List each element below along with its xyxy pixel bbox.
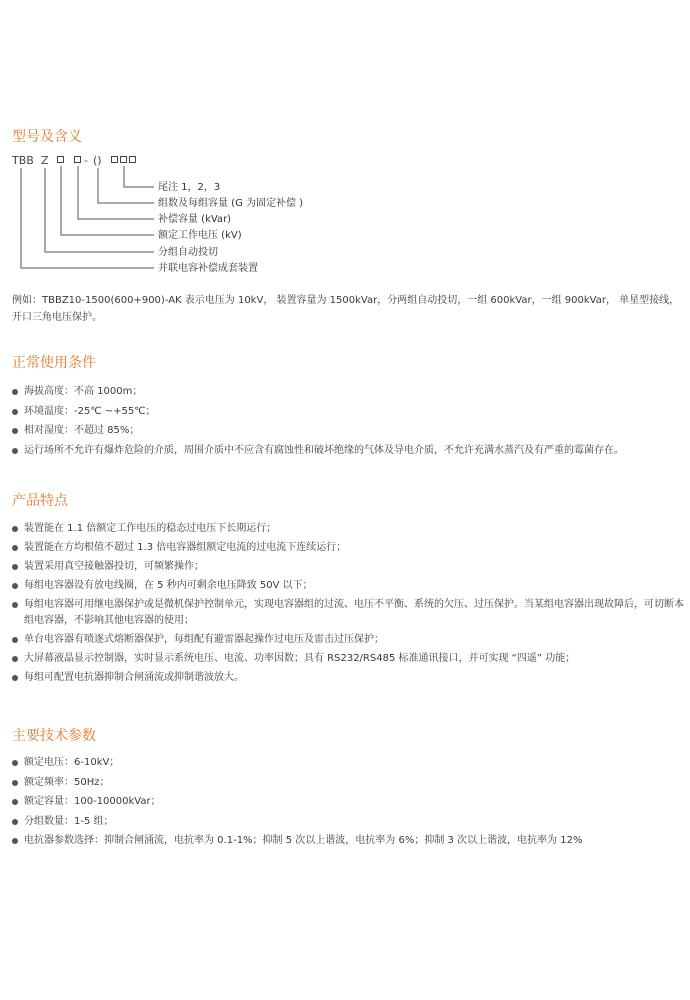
label-capacity: 补偿容量 (kVar): [158, 214, 232, 225]
section-title-features: 产品特点: [12, 493, 68, 509]
label-groups: 组数及每组容量 (G 为固定补偿 ): [158, 198, 304, 209]
label-device: 并联电容补偿成套装置: [158, 263, 258, 274]
code-dash: -: [84, 154, 88, 167]
features-list: [12, 521, 684, 689]
list-item: 大屏幕液晶显示控制器，实时显示系统电压、电流、功率因数；具有 RS232/RS485 标准通讯接口，并可实现 “四遥” 功能；: [12, 651, 684, 667]
list-item: 海拔高度：不高 1000m；: [12, 384, 684, 400]
list-item: 每组可配置电抗器抑制合闸涌流或抑制谐波放大。: [12, 670, 684, 686]
code-paren: (): [93, 154, 102, 167]
model-example: 例如：TBBZ10-1500(600+900)-AK 表示电压为 10kV， 装置容量为 1500kVar，分两组自动投切，一组 600kVar，一组 900kVar， 单星型接线，开口三角电压保护。: [12, 295, 680, 323]
list-item: 单台电容器有喷逐式熔断器保护，每组配有避雷器起操作过电压及雷击过压保护；: [12, 632, 684, 648]
list-item: 额定电压：6-10kV；: [12, 755, 684, 771]
code-z: Z: [41, 154, 49, 167]
conditions-list: [12, 384, 684, 462]
list-item: 每组电容器设有放电线圈，在 5 秒内可剩余电压降致 50V 以下；: [12, 578, 684, 594]
section-title-conditions: 正常使用条件: [12, 355, 96, 371]
code-prefix: TBB: [12, 154, 34, 167]
label-auto-switch: 分组自动投切: [158, 247, 218, 258]
list-item: 装置采用真空接触器投切，可频繁操作；: [12, 559, 684, 575]
list-item: 装置能在方均根值不超过 1.3 倍电容器组额定电流的过电流下连续运行；: [12, 540, 684, 556]
list-item: 运行场所不允许有爆炸危险的介质，周围介质中不应含有腐蚀性和破坏绝缘的气体及导电介质，不允许充满水蒸汽及有严重的霉菌存在。: [12, 443, 684, 459]
model-code-diagram: [0, 0, 690, 290]
list-item: 相对湿度：不超过 85%；: [12, 423, 684, 439]
section-title-model: 型号及含义: [12, 129, 82, 145]
code-leader-lines: [0, 0, 690, 290]
list-item: 额定频率：50Hz；: [12, 775, 684, 791]
params-list: [12, 755, 684, 853]
list-item: 环境温度：-25℃ ~+55℃；: [12, 404, 684, 420]
list-item: 装置能在 1.1 倍额定工作电压的稳态过电压下长期运行；: [12, 521, 684, 537]
list-item: 额定容量：100-10000kVar；: [12, 794, 684, 810]
label-voltage: 额定工作电压 (kV): [158, 230, 242, 241]
label-suffix: 尾注 1，2，3: [158, 182, 221, 193]
section-title-params: 主要技术参数: [12, 728, 96, 744]
list-item: 电抗器参数选择：抑制合闸涌流，电抗率为 0.1-1%；抑制 5 次以上谐波，电抗率为 6%；抑制 3 次以上谐波，电抗率为 12%: [12, 833, 684, 849]
list-item: 每组电容器可用继电器保护或是微机保护控制单元，实现电容器组的过流、电压不平衡、系统的欠压、过压保护。当某组电容器出现故障后，可切断本组电容器，不影响其他电容器的使用；: [12, 597, 684, 629]
list-item: 分组数量：1-5 组；: [12, 814, 684, 830]
